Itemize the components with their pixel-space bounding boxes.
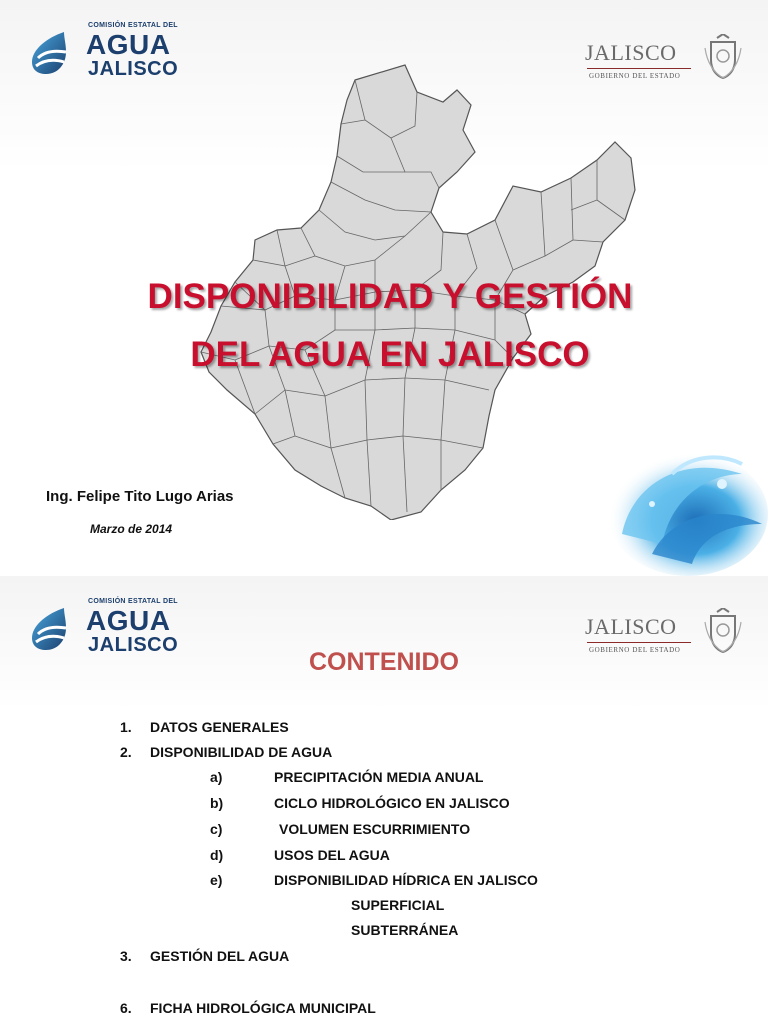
coat-of-arms-icon [703, 34, 743, 80]
toc-marker: 6. [120, 1000, 132, 1016]
water-drop-logo-icon [26, 28, 74, 76]
toc-item-6 [120, 1000, 376, 1016]
toc-marker: b) [210, 795, 224, 811]
agua-logo-caption: COMISIÓN ESTATAL DEL [88, 598, 178, 605]
jalisco-logo-subtitle: GOBIERNO DEL ESTADO [589, 72, 681, 80]
toc-marker: a) [210, 769, 223, 785]
author-name: Ing. Felipe Tito Lugo Arias [46, 488, 234, 505]
agua-logo-word: AGUA [86, 605, 171, 636]
toc-label: SUBTERRÁNEA [351, 922, 459, 938]
toc-label: USOS DEL AGUA [274, 847, 390, 863]
toc-marker: c) [210, 821, 223, 837]
toc-item-2c [210, 821, 471, 837]
toc-label: GESTIÓN DEL AGUA [150, 948, 290, 964]
toc-label: FICHA HIDROLÓGICA MUNICIPAL [150, 1000, 376, 1016]
toc-label: DATOS GENERALES [150, 719, 289, 735]
jalisco-logo-name: JALISCO [585, 614, 677, 639]
presentation-date: Marzo de 2014 [90, 522, 173, 536]
toc-item-subterranea [351, 922, 458, 938]
toc-item-2 [120, 744, 333, 760]
contents-heading: CONTENIDO [309, 648, 459, 676]
toc-item-2e [210, 872, 538, 888]
toc-item-3 [120, 948, 290, 964]
contents-slide [0, 576, 768, 1024]
title-line-2: DEL AGUA EN JALISCO [190, 335, 590, 374]
agua-logo-jalisco: JALISCO [88, 634, 179, 656]
toc-label: DISPONIBILIDAD DE AGUA [150, 744, 333, 760]
water-splash-image [592, 414, 768, 576]
agua-logo-jalisco: JALISCO [88, 58, 179, 80]
toc-label: CICLO HIDROLÓGICO EN JALISCO [274, 795, 510, 811]
toc-label: DISPONIBILIDAD HÍDRICA EN JALISCO [274, 872, 538, 888]
toc-item-superficial [351, 897, 444, 913]
agua-logo-caption: COMISIÓN ESTATAL DEL [88, 22, 178, 29]
agua-jalisco-logo [26, 22, 186, 82]
toc-marker: 3. [120, 948, 132, 964]
toc-marker: e) [210, 872, 223, 888]
presentation-title [60, 268, 720, 384]
jalisco-logo-name: JALISCO [585, 40, 677, 65]
toc-marker: 2. [120, 744, 132, 760]
toc-item-2a [210, 769, 484, 785]
toc-item-2b [210, 795, 510, 811]
contents-list [0, 576, 768, 1024]
toc-marker: 1. [120, 719, 132, 735]
agua-logo-word: AGUA [86, 29, 171, 60]
toc-item-2d [210, 847, 390, 863]
jalisco-logo-subtitle: GOBIERNO DEL ESTADO [589, 646, 681, 654]
toc-label: PRECIPITACIÓN MEDIA ANUAL [274, 769, 484, 785]
toc-item-1 [120, 719, 289, 735]
toc-label: VOLUMEN ESCURRIMIENTO [279, 821, 471, 837]
toc-marker: d) [210, 847, 224, 863]
title-line-1: DISPONIBILIDAD Y GESTIÓN [147, 277, 633, 316]
toc-label: SUPERFICIAL [351, 897, 445, 913]
